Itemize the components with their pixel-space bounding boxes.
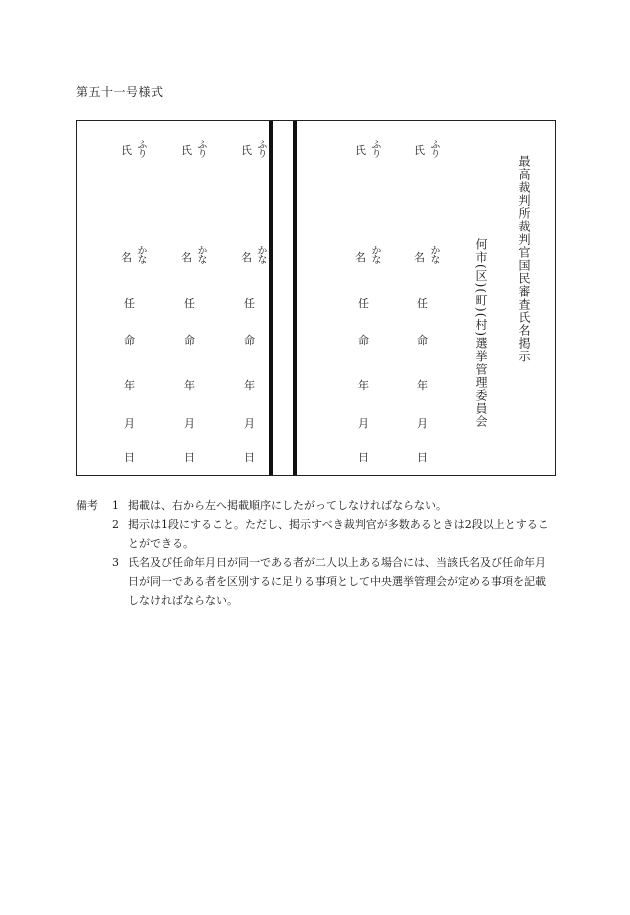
nin-label: 任 bbox=[244, 297, 255, 310]
mei2-label: 命 bbox=[358, 334, 369, 347]
tsuki-label: 月 bbox=[124, 417, 135, 430]
candidate-column bbox=[121, 121, 161, 475]
mei-label: 名 bbox=[355, 251, 366, 264]
uji-label: 氏 bbox=[121, 144, 132, 157]
uji-label: 氏 bbox=[241, 144, 252, 157]
kana-label: かな bbox=[195, 245, 206, 263]
remark-number: 1 bbox=[112, 499, 119, 512]
tsuki-label: 月 bbox=[417, 417, 428, 430]
remark-number: 3 bbox=[112, 556, 119, 569]
nin-label: 任 bbox=[358, 297, 369, 310]
furi-label: ふり bbox=[135, 139, 146, 157]
mei2-label: 命 bbox=[417, 334, 428, 347]
nen-label: 年 bbox=[184, 379, 195, 392]
uji-label: 氏 bbox=[414, 144, 425, 157]
mei-label: 名 bbox=[181, 251, 192, 264]
uji-label: 氏 bbox=[181, 144, 192, 157]
tsuki-label: 月 bbox=[358, 417, 369, 430]
mei2-label: 命 bbox=[184, 334, 195, 347]
candidate-column bbox=[355, 121, 395, 475]
remark-item bbox=[76, 496, 556, 515]
remarks-section bbox=[76, 496, 556, 610]
hi-label: 日 bbox=[244, 451, 255, 464]
remark-text: 掲載は、右から左へ掲載順序にしたがってしなければならない。 bbox=[128, 499, 447, 512]
mei-label: 名 bbox=[121, 251, 132, 264]
nin-label: 任 bbox=[184, 297, 195, 310]
nen-label: 年 bbox=[417, 379, 428, 392]
mei-label: 名 bbox=[414, 251, 425, 264]
tsuki-label: 月 bbox=[244, 417, 255, 430]
furi-label: ふり bbox=[195, 139, 206, 157]
furi-label: ふり bbox=[428, 139, 439, 157]
notice-heading: 最高裁判所裁判官国民審査氏名掲示 bbox=[517, 155, 531, 363]
nen-label: 年 bbox=[244, 379, 255, 392]
nin-label: 任 bbox=[417, 297, 428, 310]
center-panel-divider bbox=[293, 121, 297, 475]
furi-label: ふり bbox=[369, 139, 380, 157]
uji-label: 氏 bbox=[355, 144, 366, 157]
remark-number: 2 bbox=[112, 518, 119, 531]
hi-label: 日 bbox=[124, 451, 135, 464]
remark-text: 氏名及び任命年月日が同一である者が二人以上ある場合には、当該氏名及び任命年月日が同一である者を区別するに足りる事項として中央選挙管理会が定める事項を記載しなければならない。 bbox=[128, 556, 546, 607]
remark-text: 掲示は1段にすること。ただし、掲示すべき裁判官が多数あるときは2段以上とすることができる。 bbox=[128, 518, 549, 550]
ballot-notice-form bbox=[76, 120, 556, 476]
remark-item bbox=[76, 553, 556, 610]
candidate-column bbox=[181, 121, 221, 475]
tsuki-label: 月 bbox=[184, 417, 195, 430]
mei2-label: 命 bbox=[244, 334, 255, 347]
candidate-column bbox=[241, 121, 281, 475]
election-committee-name: 何市(区)(町)(村)選挙管理委員会 bbox=[474, 238, 488, 429]
hi-label: 日 bbox=[417, 451, 428, 464]
nen-label: 年 bbox=[124, 379, 135, 392]
mei-label: 名 bbox=[241, 251, 252, 264]
kana-label: かな bbox=[135, 245, 146, 263]
candidate-column bbox=[414, 121, 454, 475]
remark-item bbox=[76, 515, 556, 553]
kana-label: かな bbox=[428, 245, 439, 263]
hi-label: 日 bbox=[184, 451, 195, 464]
kana-label: かな bbox=[369, 245, 380, 263]
mei2-label: 命 bbox=[124, 334, 135, 347]
hi-label: 日 bbox=[358, 451, 369, 464]
remarks-label: 備考 bbox=[76, 499, 98, 512]
nin-label: 任 bbox=[124, 297, 135, 310]
furi-label: ふり bbox=[255, 139, 266, 157]
nen-label: 年 bbox=[358, 379, 369, 392]
form-title: 第五十一号様式 bbox=[76, 85, 164, 99]
kana-label: かな bbox=[255, 245, 266, 263]
